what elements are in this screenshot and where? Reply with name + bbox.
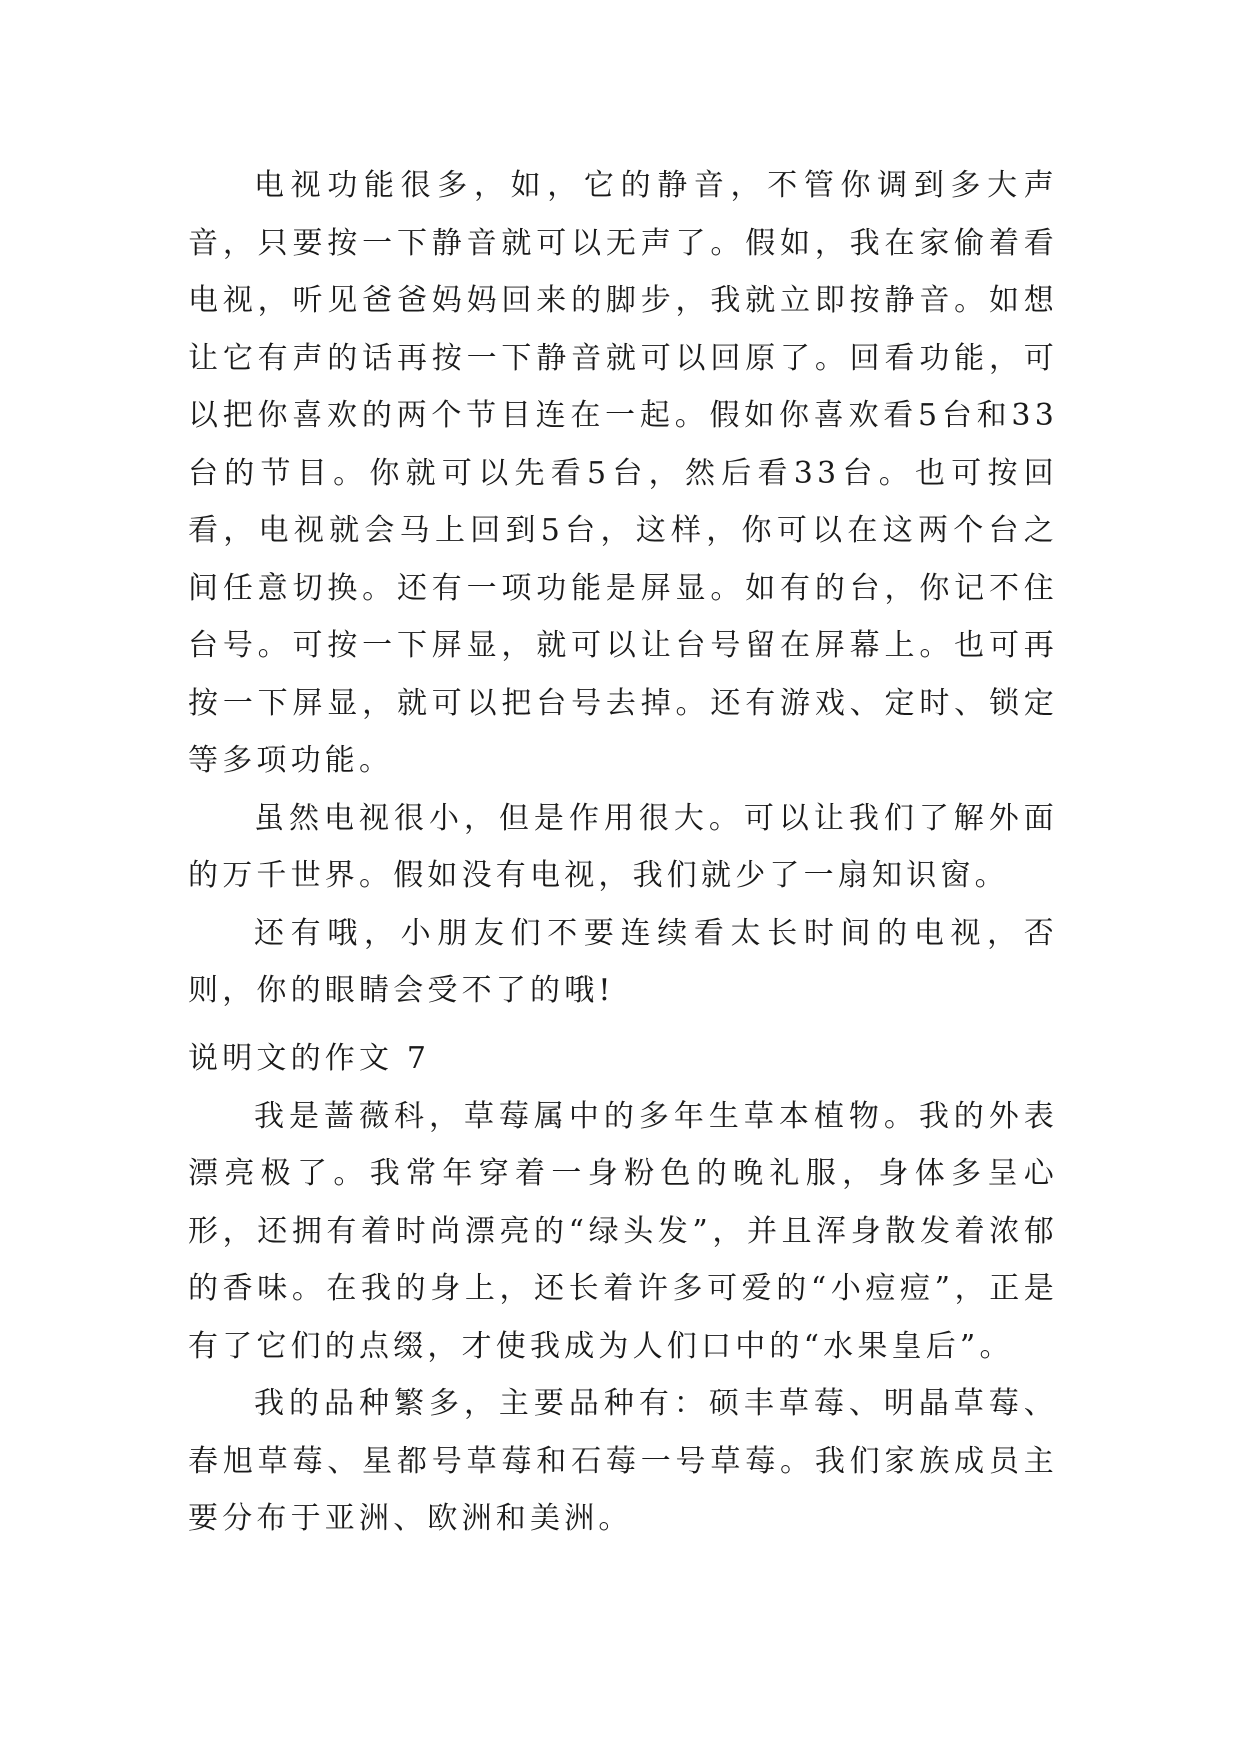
paragraph-tv-advice: 还有哦，小朋友们不要连续看太长时间的电视，否则，你的眼睛会受不了的哦! — [188, 915, 1058, 1008]
essay-title: 说明文的作文 7 — [188, 1041, 431, 1076]
paragraph-tv-usefulness: 虽然电视很小，但是作用很大。可以让我们了解外面的万千世界。假如没有电视，我们就少了一扇知识窗。 — [188, 800, 1058, 893]
continued-essay-section — [188, 157, 1058, 1020]
paragraph-strawberry-appearance: 我是蔷薇科，草莓属中的多年生草本植物。我的外表漂亮极了。我常年穿着一身粉色的晚礼服，身体多呈心形，还拥有着时尚漂亮的“绿头发”，并且浑身散发着浓郁的香味。在我的身上，还长着许多可爱的“小痘痘”，正是有了它们的点缀，才使我成为人们口中的“水果皇后”。 — [188, 1098, 1058, 1364]
paragraph-tv-functions: 电视功能很多，如，它的静音，不管你调到多大声音，只要按一下静音就可以无声了。假如，我在家偷着看电视，听见爸爸妈妈回来的脚步，我就立即按静音。如想让它有声的话再按一下静音就可以回原了。回看功能，可以把你喜欢的两个节目连在一起。假如你喜欢看5台和33台的节目。你就可以先看5台，然后看33台。也可按回看，电视就会马上回到5台，这样，你可以在这两个台之间任意切换。还有一项功能是屏显。如有的台，你记不住台号。可按一下屏显，就可以让台号留在屏幕上。也可再按一下屏显，就可以把台号去掉。还有游戏、定时、锁定等多项功能。 — [188, 168, 1058, 778]
essay-7-section — [188, 1030, 1058, 1548]
paragraph-strawberry-varieties: 我的品种繁多，主要品种有：硕丰草莓、明晶草莓、春旭草莓、星都号草莓和石莓一号草莓。我们家族成员主要分布于亚洲、欧洲和美洲。 — [188, 1386, 1058, 1536]
